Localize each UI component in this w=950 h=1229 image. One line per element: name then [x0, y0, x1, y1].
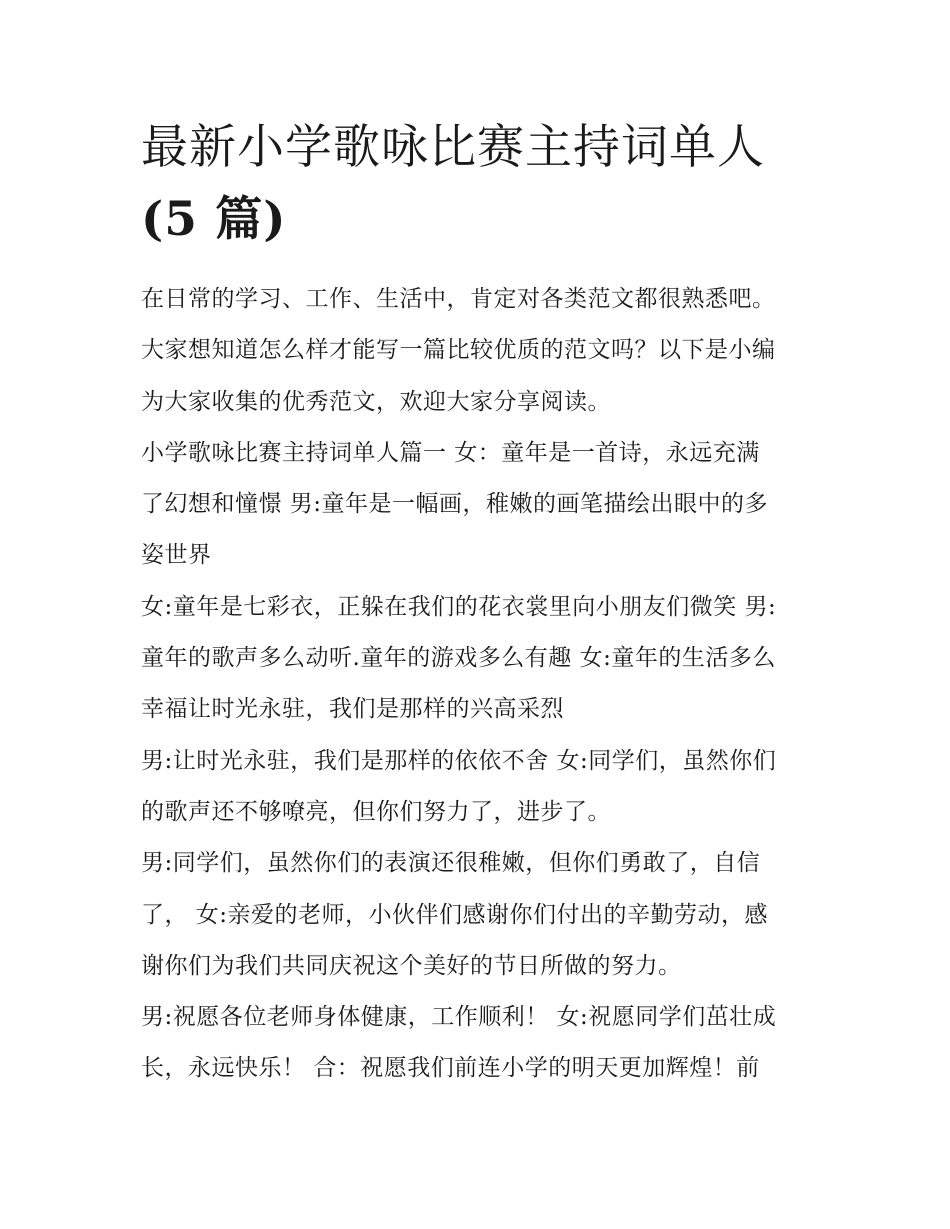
- text-line: 了幻想和憧憬 男:童年是一幅画，稚嫩的画笔描绘出眼中的多: [141, 491, 769, 518]
- text-line: 姿世界: [141, 542, 212, 569]
- paragraph: [141, 736, 821, 839]
- text-line: 小学歌咏比赛主持词单人篇一 女：童年是一首诗，永远充满: [141, 439, 760, 466]
- text-line: 的歌声还不够嘹亮，但你们努力了，进步了。: [141, 798, 611, 825]
- text-line: 男:祝愿各位老师身体健康，工作顺利！ 女:祝愿同学们茁壮成: [141, 1004, 777, 1031]
- text-line: 男:让时光永驻，我们是那样的依依不舍 女:同学们，虽然你们: [141, 747, 777, 774]
- title-line: 最新小学歌咏比赛主持词单人: [141, 120, 765, 175]
- text-line: 谢你们为我们共同庆祝这个美好的节日所做的努力。: [141, 952, 682, 979]
- text-line: 在日常的学习、工作、生活中，肯定对各类范文都很熟悉吧。: [141, 286, 776, 312]
- paragraph-intro: [141, 274, 821, 428]
- text-line: 男:同学们，虽然你们的表演还很稚嫩，但你们勇敢了，自信: [141, 850, 761, 877]
- text-line: 幸福让时光永驻，我们是那样的兴高采烈: [141, 696, 564, 723]
- title-line: (5 篇): [141, 192, 287, 247]
- text-line: 了， 女:亲爱的老师，小伙伴们感谢你们付出的辛勤劳动，感: [141, 901, 769, 928]
- text-line: 长，永远快乐！ 合：祝愿我们前连小学的明天更加辉煌！前: [141, 1055, 760, 1082]
- document-body: [141, 274, 821, 1095]
- text-line: 女:童年是七彩衣，正躲在我们的花衣裳里向小朋友们微笑 男:: [141, 593, 777, 620]
- text-line: 童年的歌声多么动听.童年的游戏多么有趣 女:童年的生活多么: [141, 645, 776, 672]
- text-line: 大家想知道怎么样才能写一篇比较优质的范文吗？以下是小编: [141, 337, 776, 364]
- paragraph: [141, 582, 821, 736]
- document-title: [141, 112, 821, 256]
- paragraph: [141, 838, 821, 992]
- document-content: [141, 112, 821, 1095]
- paragraph: [141, 992, 821, 1095]
- paragraph: [141, 428, 821, 582]
- text-line: 为大家收集的优秀范文，欢迎大家分享阅读。: [141, 388, 611, 415]
